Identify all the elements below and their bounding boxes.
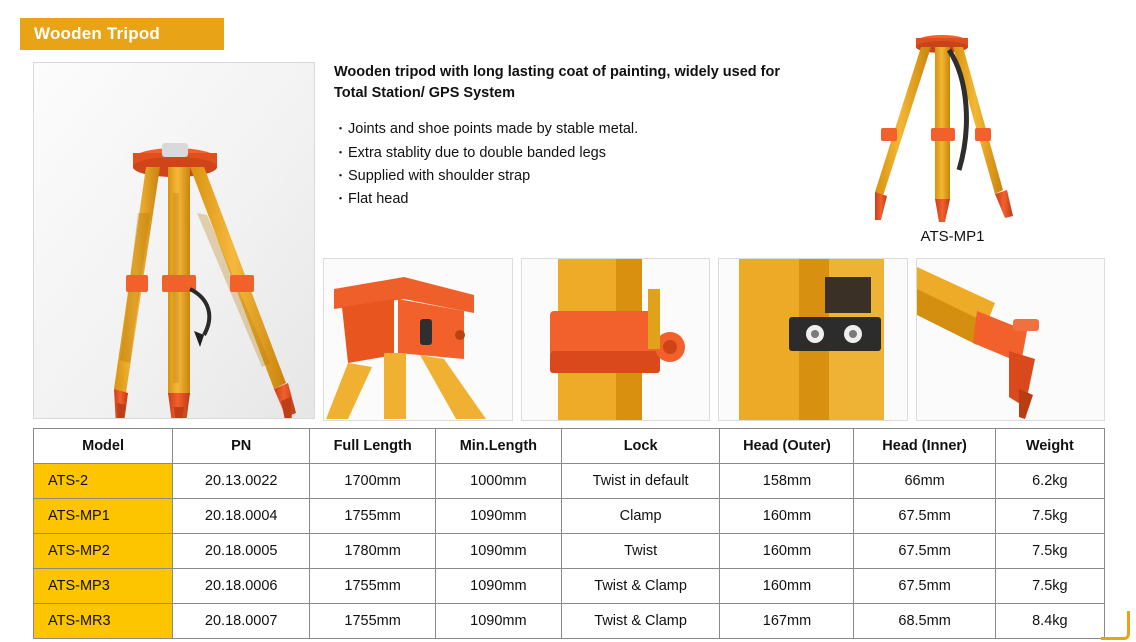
list-item [334,165,804,188]
column-header-head-inner: Head (Inner) [854,429,995,464]
list-item [334,118,804,141]
cell-lock: Twist & Clamp [561,569,720,604]
cell-full-length: 1755mm [310,499,436,534]
cell-model: ATS-MP1 [34,499,173,534]
thumbnail-hinge-plate-detail [718,258,908,421]
cell-head-inner: 67.5mm [854,569,995,604]
description-heading: Wooden tripod with long lasting coat of painting, widely used for Total Station/ GPS System [334,64,780,102]
model-product-image [845,20,1060,228]
leg-clamp-detail-icon [522,259,711,420]
specification-table [33,428,1105,639]
product-description [334,62,804,212]
cell-lock: Twist [561,534,720,569]
cell-model: ATS-MP2 [34,534,173,569]
metal-shoe-point-detail-icon [917,259,1106,420]
list-item-label: Flat head [348,191,409,208]
cell-min-length: 1090mm [436,604,562,639]
hero-product-image [33,62,315,419]
cell-weight: 8.4kg [995,604,1104,639]
table-row [34,569,1105,604]
bullet-icon: ・ [334,168,348,183]
cell-full-length: 1755mm [310,569,436,604]
cell-head-inner: 66mm [854,464,995,499]
cell-weight: 7.5kg [995,534,1104,569]
cell-min-length: 1090mm [436,534,562,569]
section-banner [20,18,224,50]
list-item [334,142,804,165]
table-row [34,499,1105,534]
cell-model: ATS-2 [34,464,173,499]
cell-weight: 7.5kg [995,569,1104,604]
table-row [34,604,1105,639]
cell-head-inner: 68.5mm [854,604,995,639]
detail-thumbnail-row [323,258,1105,419]
cell-lock: Twist & Clamp [561,604,720,639]
cell-full-length: 1780mm [310,534,436,569]
cell-model: ATS-MP3 [34,569,173,604]
cell-model: ATS-MR3 [34,604,173,639]
cell-min-length: 1090mm [436,569,562,604]
cell-min-length: 1090mm [436,499,562,534]
tripod-ats-mp1-illustration [845,20,1060,228]
hinge-plate-detail-icon [719,259,908,420]
bullet-icon: ・ [334,191,348,207]
cell-head-inner: 67.5mm [854,499,995,534]
column-header-weight: Weight [995,429,1104,464]
cell-full-length: 1755mm [310,604,436,639]
column-header-lock: Lock [561,429,720,464]
column-header-min-length: Min.Length [436,429,562,464]
cell-head-outer: 160mm [720,534,854,569]
corner-decoration [1101,611,1130,640]
cell-pn: 20.13.0022 [173,464,310,499]
cell-lock: Twist in default [561,464,720,499]
cell-pn: 20.18.0006 [173,569,310,604]
cell-weight: 6.2kg [995,464,1104,499]
table-row [34,464,1105,499]
cell-full-length: 1700mm [310,464,436,499]
thumbnail-head-detail [323,258,513,421]
cell-head-outer: 160mm [720,569,854,604]
column-header-head-outer: Head (Outer) [720,429,854,464]
cell-lock: Clamp [561,499,720,534]
tripod-head-detail-icon [324,259,513,420]
column-header-pn: PN [173,429,310,464]
column-header-full-length: Full Length [310,429,436,464]
thumbnail-clamp-detail [521,258,711,421]
cell-head-outer: 167mm [720,604,854,639]
cell-pn: 20.18.0004 [173,499,310,534]
cell-weight: 7.5kg [995,499,1104,534]
cell-head-outer: 160mm [720,499,854,534]
cell-head-inner: 67.5mm [854,534,995,569]
bullet-icon: ・ [334,144,348,160]
list-item-label: Supplied with shoulder strap [348,168,531,184]
cell-pn: 20.18.0005 [173,534,310,569]
list-item [334,188,804,211]
list-item-label: Extra stablity due to double banded legs [348,144,606,161]
cell-pn: 20.18.0007 [173,604,310,639]
table-header-row [34,429,1105,464]
page-title: Wooden Tripod [34,24,160,43]
column-header-model: Model [34,429,173,464]
bullet-icon: ・ [334,121,348,137]
table-row [34,534,1105,569]
feature-list [334,118,804,212]
cell-head-outer: 158mm [720,464,854,499]
cell-min-length: 1000mm [436,464,562,499]
list-item-label: Joints and shoe points made by stable metal. [348,121,639,138]
model-caption: ATS-MP1 [920,228,985,245]
thumbnail-shoe-point-detail [916,258,1106,421]
tripod-illustration [34,63,314,418]
